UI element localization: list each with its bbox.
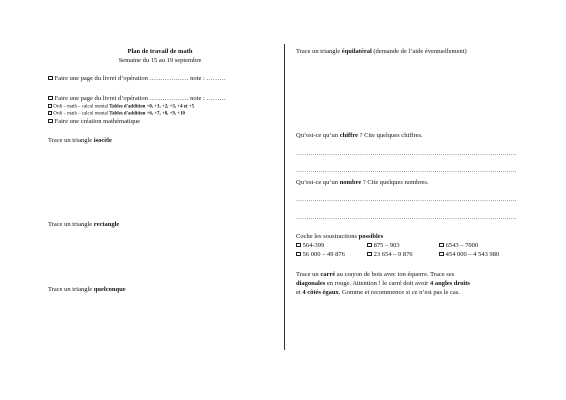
checkbox-icon[interactable] bbox=[439, 252, 444, 257]
checkbox-icon[interactable] bbox=[48, 96, 53, 101]
checklist-text: Faire une création mathématique bbox=[54, 118, 140, 125]
carre-text: . Gomme et recommence si ce n’est pas le cas. bbox=[338, 289, 460, 296]
answer-line[interactable]: …………………………………………………………………………………………….. bbox=[296, 151, 517, 157]
question-text-bold: chiffre bbox=[339, 132, 358, 139]
checklist-text: Ordi – math – calcul mental bbox=[53, 104, 110, 110]
page-title: Plan de travail de math bbox=[127, 48, 193, 55]
subtractions-heading bbox=[296, 233, 383, 241]
checklist-item-tables-2 bbox=[48, 111, 185, 118]
checklist-text: Faire une page du livret d’opération ……………… note : ……… bbox=[54, 75, 226, 82]
subtraction-option[interactable] bbox=[439, 251, 499, 259]
checklist-item-creation bbox=[48, 118, 140, 126]
task-text-bold: quelconque bbox=[93, 286, 126, 293]
checkbox-icon[interactable] bbox=[367, 252, 372, 257]
checkbox-icon[interactable] bbox=[296, 243, 301, 248]
subtraction-option[interactable] bbox=[367, 242, 400, 250]
question-text-bold: nombre bbox=[339, 179, 362, 186]
subtraction-label: 454 000 – 4 543 980 bbox=[445, 251, 500, 258]
subtraction-option[interactable] bbox=[367, 251, 413, 259]
checklist-text-bold: Tables d'addition +6, +7, +8, +9, +10 bbox=[109, 111, 185, 117]
checklist-item-livret-2 bbox=[48, 95, 226, 103]
checkbox-icon[interactable] bbox=[48, 104, 52, 108]
task-rectangle bbox=[48, 221, 119, 229]
checklist-item-tables-1 bbox=[48, 104, 194, 111]
carre-line-2 bbox=[296, 280, 470, 288]
question-nombre bbox=[296, 179, 429, 187]
task-text-bold: isocèle bbox=[93, 137, 112, 144]
task-isocele bbox=[48, 137, 112, 145]
carre-text: et bbox=[296, 289, 303, 296]
checklist-text: Ordi – math – calcul mental bbox=[53, 111, 110, 117]
subtraction-label: 564-399 bbox=[302, 242, 325, 249]
checklist-text: Faire une page du livret d’opération ……………… note : ……… bbox=[54, 95, 226, 102]
question-chiffre bbox=[296, 132, 423, 140]
task-text: (demande de l’aide éventuellement) bbox=[371, 48, 467, 55]
subtraction-label: 6543 – 7000 bbox=[445, 242, 479, 249]
carre-text-bold: 4 côtés égaux bbox=[302, 289, 339, 296]
subtractions-text: Coche les soustractions bbox=[296, 233, 359, 240]
subtraction-option[interactable] bbox=[296, 242, 324, 250]
page-subtitle: Semaine du 15 au 19 septembre bbox=[118, 57, 202, 64]
subtraction-option[interactable] bbox=[439, 242, 478, 250]
task-text-bold: rectangle bbox=[93, 221, 120, 228]
checklist-item-livret-1 bbox=[48, 75, 226, 83]
checkbox-icon[interactable] bbox=[48, 119, 53, 124]
question-text: ? Cite quelques chiffres. bbox=[357, 132, 423, 139]
carre-line-3 bbox=[296, 289, 460, 297]
task-text-bold: équilatéral bbox=[341, 48, 372, 55]
task-text: Trace un triangle bbox=[296, 48, 342, 55]
checkbox-icon[interactable] bbox=[296, 252, 301, 257]
question-text: Qu’est-ce qu’un bbox=[296, 179, 340, 186]
carre-text-bold: diagonales bbox=[296, 280, 326, 287]
subtraction-label: 23 654 – 9 876 bbox=[373, 251, 413, 258]
carre-text: Trace un bbox=[296, 271, 321, 278]
question-text: ? Cite quelques nombres. bbox=[361, 179, 429, 186]
carre-text: au crayon de bois avec ton équerre. Trace ses bbox=[335, 271, 455, 278]
subtraction-label: 875 – 903 bbox=[373, 242, 400, 249]
subtraction-label: 56 000 – 49 876 bbox=[302, 251, 345, 258]
task-text: Trace un triangle bbox=[48, 286, 94, 293]
checkbox-icon[interactable] bbox=[48, 76, 53, 81]
task-equilateral bbox=[296, 48, 467, 56]
carre-line-1 bbox=[296, 271, 454, 279]
checkbox-icon[interactable] bbox=[439, 243, 444, 248]
task-quelconque bbox=[48, 286, 126, 294]
task-text: Trace un triangle bbox=[48, 221, 94, 228]
checkbox-icon[interactable] bbox=[48, 111, 52, 115]
column-divider bbox=[284, 44, 285, 350]
subtraction-option[interactable] bbox=[296, 251, 345, 259]
carre-text-bold: 4 angles droits bbox=[429, 280, 470, 287]
subtractions-text-bold: possibles bbox=[358, 233, 384, 240]
task-text: Trace un triangle bbox=[48, 137, 94, 144]
carre-text-bold: carré bbox=[320, 271, 336, 278]
checkbox-icon[interactable] bbox=[367, 243, 372, 248]
answer-line[interactable]: …………………………………………………………………………………………….. bbox=[296, 197, 517, 203]
checklist-text-bold: Tables d'addition +0, +1, +2, +3, +4 et +5 bbox=[109, 104, 195, 110]
question-text: Qu’est-ce qu’un bbox=[296, 132, 340, 139]
answer-line[interactable]: …………………………………………………………………………………………….. bbox=[296, 215, 517, 221]
answer-line[interactable]: …………………………………………………………………………………………….. bbox=[296, 168, 517, 174]
carre-text: en rouge. Attention ! le carré doit avoir bbox=[325, 280, 430, 287]
